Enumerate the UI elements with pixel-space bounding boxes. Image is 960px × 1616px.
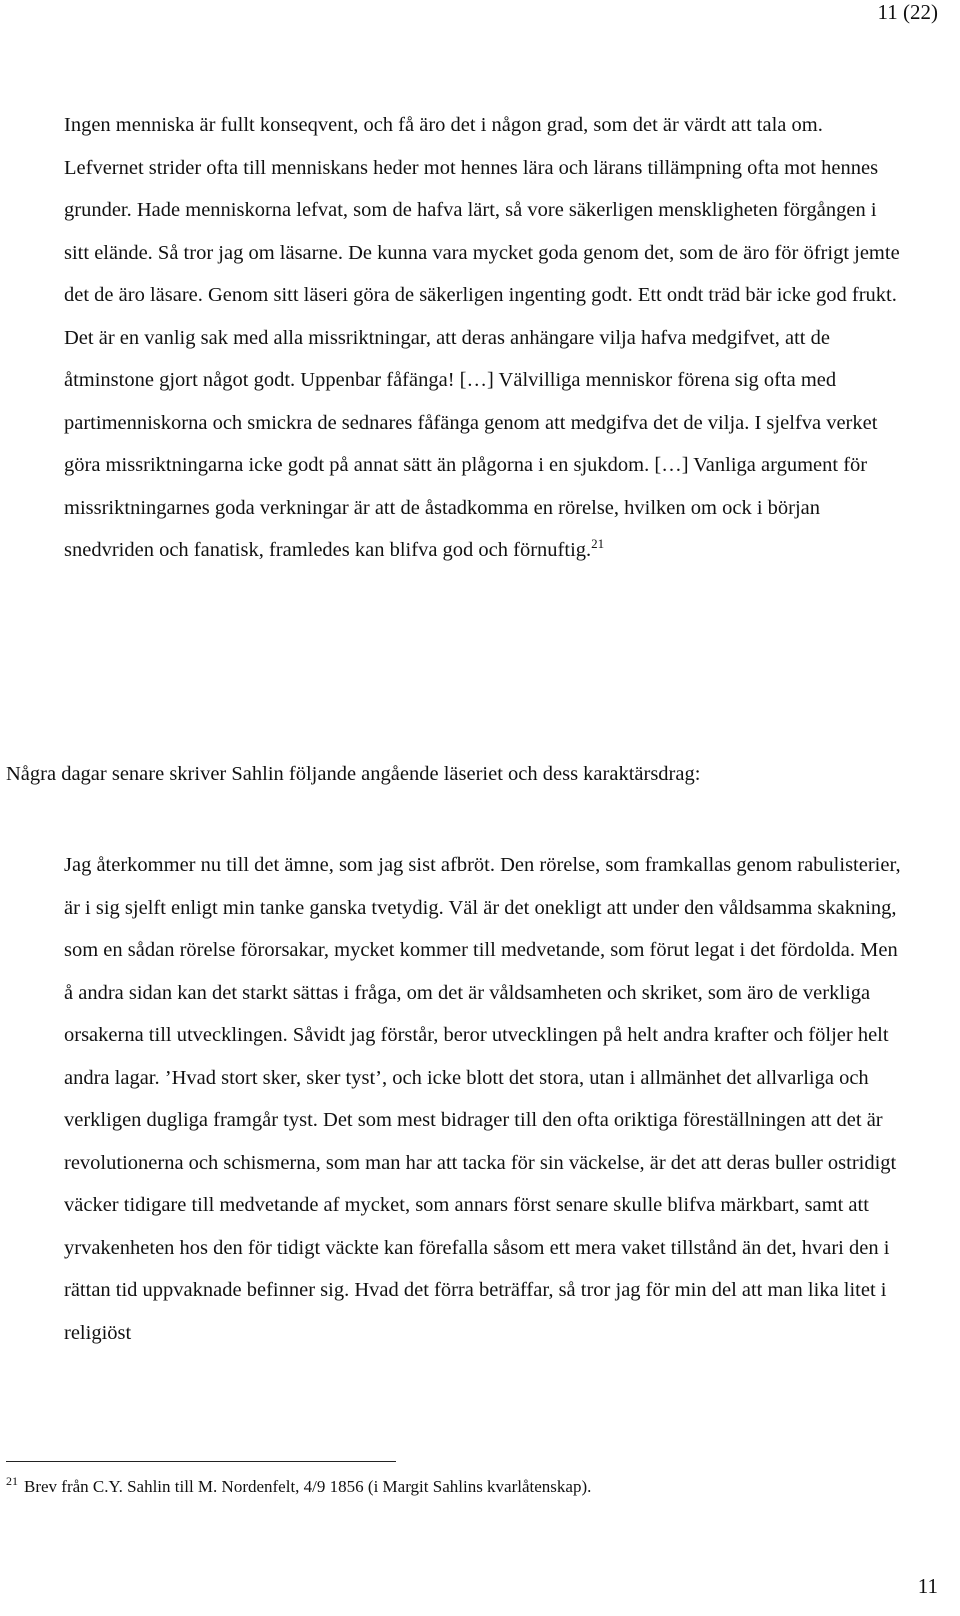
footnote-text: Brev från C.Y. Sahlin till M. Nordenfelt, 4/9 1856 (i Margit Sahlins kvarlåtenskap). [24,1477,592,1496]
page-number: 11 [917,1574,938,1598]
footnote-number: 21 [6,1474,18,1489]
footnote-divider [6,1461,396,1462]
page-header-label: 11 (22) [877,0,938,24]
block-quote-2: Jag återkommer nu till det ämne, som jag sist afbröt. Den rörelse, som framkallas genom rabulisterier, är i sig sjelft enligt min tanke ganska tvetydig. Väl är det onekligt att under den våldsamma skakning, som en sådan rörelse förorsakar, mycket kommer till medvetande, som förut legat i det fördolda. Men å andra sidan kan det starkt sättas i fråga, om det är våldsamheten och skriket, som äro de verkliga orsakerna till utvecklingen. Såvidt jag förstår, beror utvecklingen på helt andra krafter och följer helt andra lagar. ’Hvad stort sker, sker tyst’, och icke blott det stora, utan i allmänhet det allvarliga och verkligen dugliga framgår tyst. Det som mest bidrager till den ofta oriktiga föreställningen att det är revolutionerna och schismerna, som man har att tacka för sin väckelse, är det att deras buller ostridigt väcker tidigare till medvetande af mycket, som annars först senare skulle blifva märkbart, samt att yrvakenheten hos den för tidigt väckte kan förefalla såsom ett mera vaket tillstånd än det, hvari den i rättan tid uppvaknade befinner sig. Hvad det förra beträffar, så tror jag för min del att man lika litet i religiöst [64,854,901,1344]
footnote [6,1474,926,1500]
block-quote-1-text: Ingen menniska är fullt konseqvent, och få äro det i någon grad, som det är värdt att tala om. Lefvernet strider ofta till menniskans heder mot hennes lära och lärans tillämpning ofta mot hennes grunder. Hade menniskorna lefvat, som de hafva lärt, så vore säkerligen menskligheten förgången i sitt elände. Så tror jag om läsarne. De kunna vara mycket goda genom det, som de äro för öfrigt jemte det de äro läsare. Genom sitt läseri göra de säkerligen ingenting godt. Ett ondt träd bär icke god frukt. Det är en vanlig sak med alla missriktningar, att deras anhängare vilja hafva medgifvet, att de åtminstone gjort något godt. Uppenbar fåfänga! […] Välvilliga menniskor förena sig ofta med partimenniskorna och smickra de sednares fåfänga genom att medgifva det de vilja. I sjelfva verket göra missriktningarna icke godt på annat sätt än plågorna i en sjukdom. […] Vanliga argument för missriktningarnes goda verkningar är att de åstadkomma en rörelse, hvilken om ock i början snedvriden och fanatisk, framledes kan blifva god och förnuftig. [64,114,900,561]
body-paragraph: Några dagar senare skriver Sahlin följande angående läseriet och dess karaktärsdrag: [6,763,701,785]
block-quote-1 [64,104,904,572]
footnote-reference[interactable]: 21 [591,536,605,552]
